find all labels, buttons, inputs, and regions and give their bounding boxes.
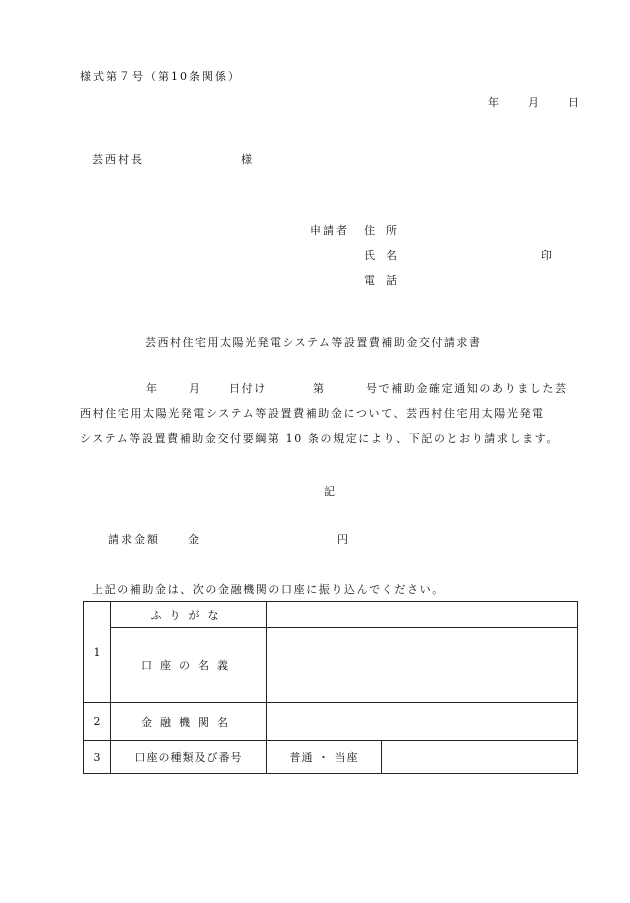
account-holder-field[interactable]	[267, 628, 578, 703]
form-number: 様式第７号（第10条関係）	[80, 70, 241, 83]
row-number-2: 2	[84, 703, 111, 741]
account-number-field[interactable]	[382, 741, 578, 774]
date-month: 月	[528, 96, 539, 109]
bank-name-label: 金融機関名	[111, 703, 267, 741]
bank-account-table	[83, 601, 578, 774]
body-year: 年	[146, 382, 157, 395]
row-number-3: 3	[84, 741, 111, 774]
bank-name-field[interactable]	[267, 703, 578, 741]
date-day: 日	[568, 96, 579, 109]
applicant-label: 申請者	[310, 224, 349, 237]
amount-unit: 円	[337, 533, 348, 546]
date-year: 年	[488, 96, 499, 109]
body-line3: システム等設置費補助金交付要綱第 10 条の規定により、下記のとおり請求します。	[80, 432, 560, 445]
account-type-label: 口座の種類及び番号	[111, 741, 267, 774]
body-line1-rest: 号で補助金確定通知のありました芸	[366, 382, 568, 395]
body-line2: 西村住宅用太陽光発電システム等設置費補助金について、芸西村住宅用太陽光発電	[80, 407, 545, 420]
transfer-note: 上記の補助金は、次の金融機関の口座に振り込んでください。	[92, 583, 445, 596]
body-no: 第	[313, 382, 324, 395]
amount-prefix: 金	[188, 533, 199, 546]
addressee-honorific: 様	[241, 153, 252, 166]
document-title: 芸西村住宅用太陽光発電システム等設置費補助金交付請求書	[145, 336, 482, 349]
phone-label: 電 話	[364, 274, 397, 287]
account-holder-label: 口座の名義	[111, 628, 267, 703]
seal-mark: 印	[541, 249, 552, 262]
furigana-field[interactable]	[267, 602, 578, 628]
addressee-name: 芸西村長	[92, 153, 144, 166]
row-number-1: 1	[84, 602, 111, 703]
body-month: 月	[189, 382, 200, 395]
furigana-label: ふりがな	[111, 602, 267, 628]
body-dated: 日付け	[229, 382, 267, 395]
address-label: 住 所	[364, 224, 397, 237]
account-type-value[interactable]: 普通 ・ 当座	[267, 741, 382, 774]
ki-label: 記	[324, 485, 335, 498]
name-label: 氏 名	[364, 249, 397, 262]
amount-label: 請求金額	[108, 533, 160, 546]
